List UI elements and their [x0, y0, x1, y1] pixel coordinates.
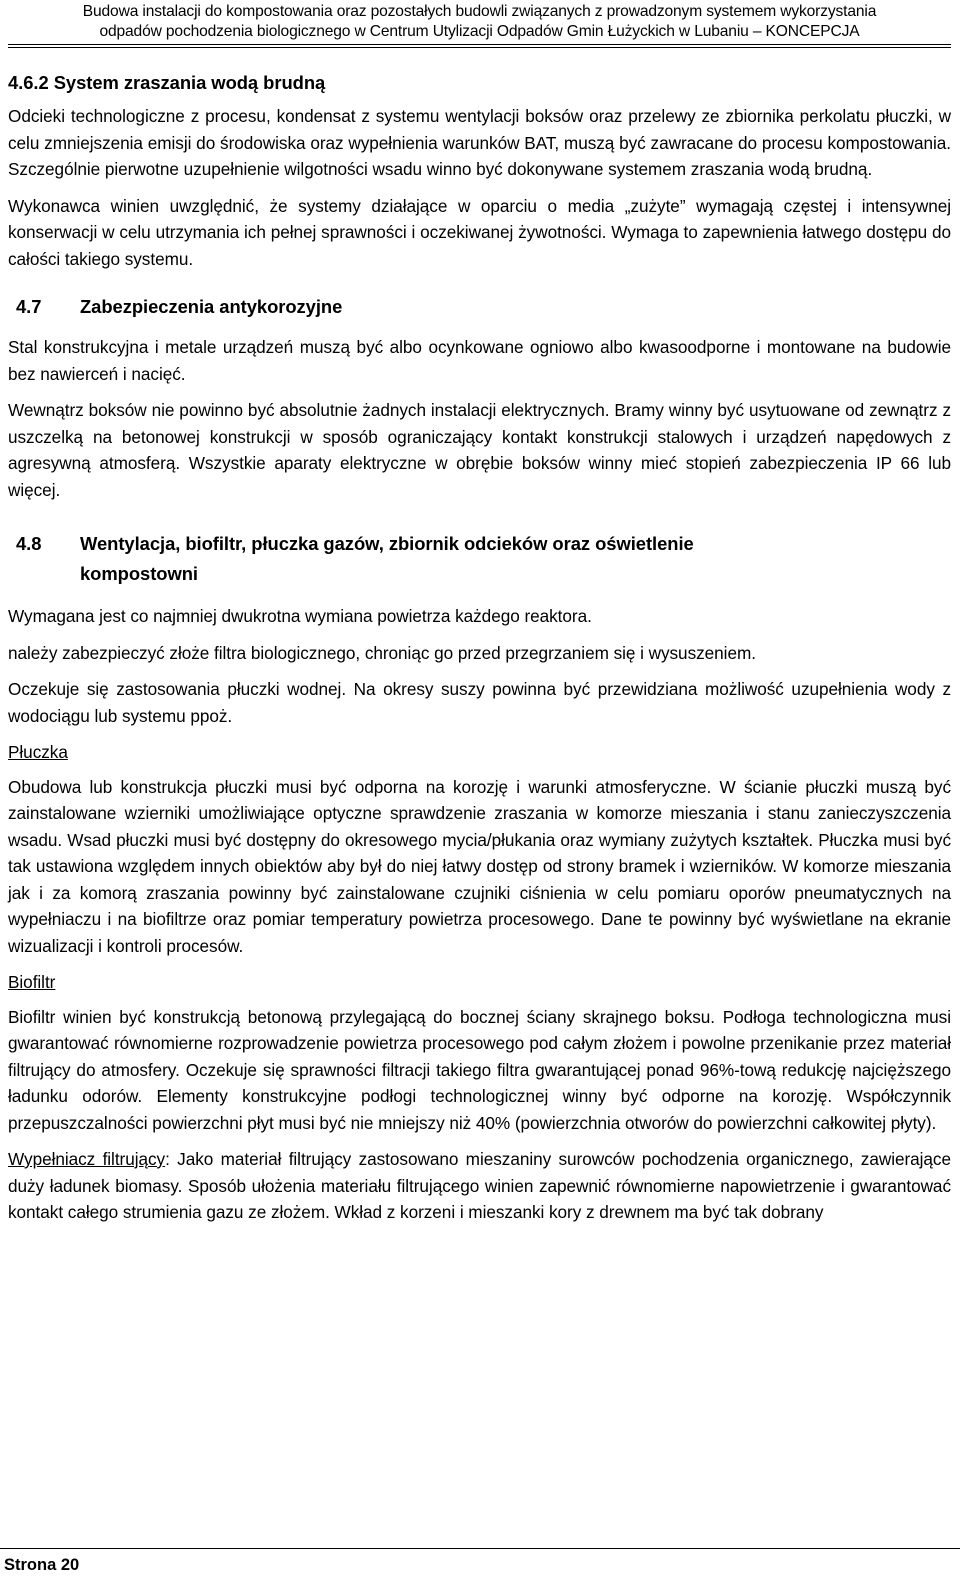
- section-4-6-2-paragraph-1: Odcieki technologiczne z procesu, kondensat z systemu wentylacji boksów oraz przelewy ze zbiornika perkolatu płuczki, w celu zmniejszenia emisji do środowiska oraz wypełnienia warunków BAT, muszą być zawracane do procesu kompostowania. Szczególnie pierwotne uzupełnienie wilgotności wsadu winno być dokonywane systemem zraszania wodą brudną.: [8, 106, 951, 179]
- pluczka-paragraph: Obudowa lub konstrukcja płuczki musi być odporna na korozję i warunki atmosferyczne. W ścianie płuczki muszą być zainstalowane wzierniki umożliwiające optyczne sprawdzenie zraszania w komorze mieszania i stanu zanieczyszczenia wsadu. Wsad płuczki musi być dostępny do okresowego mycia/płukania oraz wymiany zużytych kształtek. Płuczka musi być tak ustawiona względem innych obiektów aby był do niej łatwy dostęp od strony bramek i wzierników. W komorze mieszania jak i za komorą zraszania powinny być zainstalowane czujniki ciśnienia w celu pomiaru oporów pneumatycznych na wypełniaczu i na biofiltrze oraz pomiar temperatury powietrza procesowego. Dane te powinny być wyświetlane na ekranie wizualizacji i kontroli procesów.: [8, 776, 951, 956]
- header-rule-thin: [8, 47, 951, 48]
- section-4-7-heading: [8, 292, 951, 322]
- section-4-8-paragraph-3: Oczekuje się zastosowania płuczki wodnej. Na okresy suszy powinna być przewidziana możliwość uzupełnienia wody z wodociągu lub systemu ppoż.: [8, 679, 951, 726]
- section-4-7-number: 4.7: [16, 296, 42, 317]
- section-4-7-title: Zabezpieczenia antykorozyjne: [80, 296, 343, 317]
- section-4-8-title-line-1: Wentylacja, biofiltr, płuczka gazów, zbiornik odcieków oraz oświetlenie: [80, 533, 694, 554]
- header-line-1: Budowa instalacji do kompostowania oraz pozostałych budowli związanych z prowadzonym systemem wykorzystania: [82, 3, 877, 20]
- section-4-6-2-title: 4.6.2 System zraszania wodą brudną: [8, 72, 326, 93]
- subheading-wypelniacz: Wypełniacz filtrujący: [8, 1149, 166, 1169]
- section-4-8-paragraph-1: Wymagana jest co najmniej dwukrotna wymiana powietrza każdego reaktora.: [8, 606, 592, 626]
- subheading-pluczka: Płuczka: [8, 742, 68, 762]
- section-4-8-heading: [8, 529, 951, 589]
- subheading-biofiltr: Biofiltr: [8, 972, 56, 992]
- biofiltr-paragraph: Biofiltr winien być konstrukcją betonową przylegającą do bocznej ściany skrajnego boksu. Podłoga technologiczna musi gwarantować równomierne rozprowadzenie powietrza procesowego pod całym złożem i powolne przenikanie przez materiał filtrujący do atmosfery. Oczekuje się sprawności filtracji takiego filtra gwarantującej ponad 96%-tową redukcję najcięższego ładunku odorów. Elementy konstrukcyjne podłogi technologicznej winny być odporne na korozję. Współczynnik przepuszczalności powierzchni płyt musi być nie mniejszy niż 40% (powierzchnia otworów do powierzchni całkowitej płyty).: [8, 1006, 951, 1133]
- section-4-6-2-paragraph-2: Wykonawca winien uwzględnić, że systemy działające w oparciu o media „zużyte” wymagają częstej i intensywnej konserwacji w celu utrzymania ich pełnej sprawności i oczekiwanej żywotności. Wymaga to zapewnienia łatwego dostępu do całości takiego systemu.: [8, 195, 951, 269]
- section-4-7-paragraph-2: Wewnątrz boksów nie powinno być absolutnie żadnych instalacji elektrycznych. Bramy winny być usytuowane od zewnątrz z uszczelką na betonowej konstrukcji w sposób ograniczający kontakt konstrukcji stalowych i urządzeń napędowych z agresywną atmosferą. Wszystkie aparaty elektryczne w obrębie boksów winny mieć stopień zabezpieczenia IP 66 lub więcej.: [8, 400, 951, 500]
- header-line-2: odpadów pochodzenia biologicznego w Centrum Utylizacji Odpadów Gmin Łużyckich w Lubaniu – KONCEPCJA: [99, 22, 860, 40]
- wypelniacz-paragraph: [8, 1146, 951, 1226]
- document-body: [8, 70, 951, 1226]
- wypelniacz-text: : Jako materiał filtrujący zastosowano mieszaniny surowców pochodzenia organicznego, zawierające duży ładunek biomasy. Sposób ułożenia materiału filtrującego winien zapewnić równomierne napowietrzenie i gwarantować kontakt całego strumienia gazu ze złożem. Wkład z korzeni i mieszanki kory z drewnem ma być tak dobrany: [8, 1149, 951, 1222]
- page-header: [8, 0, 951, 41]
- section-4-8-paragraph-2: należy zabezpieczyć złoże filtra biologicznego, chroniąc go przed przegrzaniem się i wysuszeniem.: [8, 642, 756, 663]
- header-rule: [8, 44, 951, 45]
- page-number: Strona 20: [4, 1556, 80, 1574]
- section-4-8-number: 4.8: [16, 533, 42, 554]
- page-footer: [0, 1548, 960, 1574]
- section-4-8-title-line-2: kompostowni: [80, 563, 198, 584]
- section-4-7-paragraph-1: Stal konstrukcyjna i metale urządzeń muszą być albo ocynkowane ogniowo albo kwasoodporne i montowane na budowie bez nawierceń i nacięć.: [8, 337, 951, 384]
